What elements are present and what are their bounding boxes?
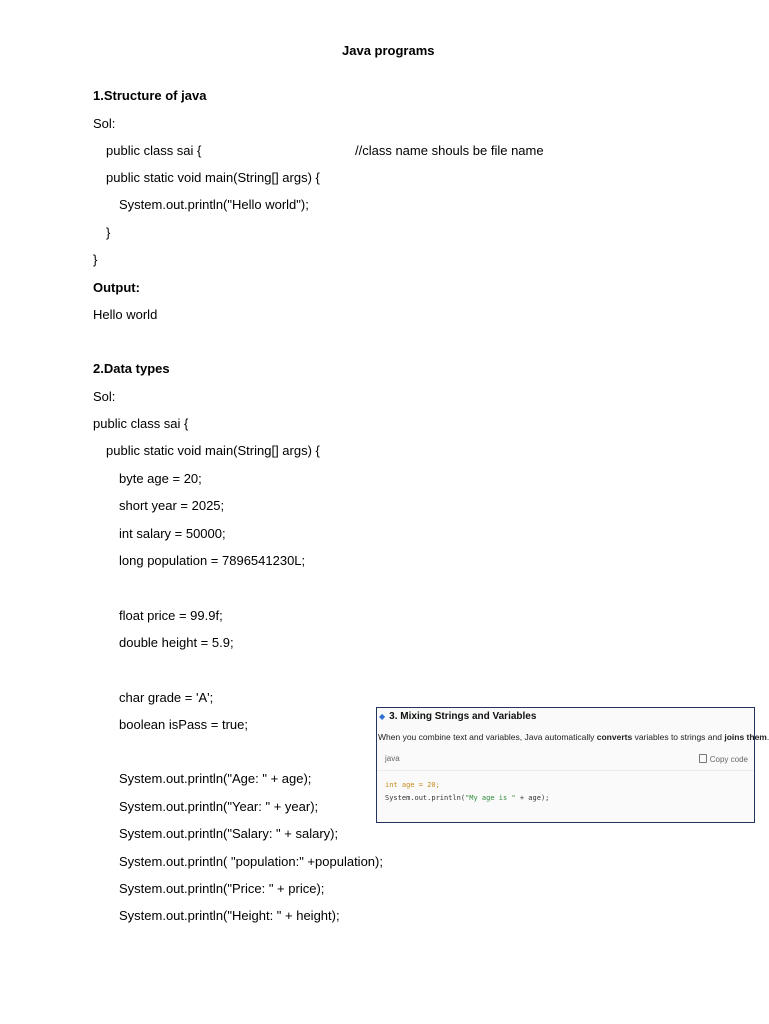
code-line: public static void main(String[] args) { xyxy=(106,443,320,458)
sol-label: Sol: xyxy=(93,389,116,404)
output-label: Output: xyxy=(93,280,140,295)
code-line: short year = 2025; xyxy=(119,498,225,513)
code-line: System.out.println("Price: " + price); xyxy=(119,881,325,896)
code-line: public class sai { xyxy=(106,143,202,158)
code-line: double height = 5.9; xyxy=(119,635,234,650)
diamond-icon: ◆ xyxy=(379,712,386,721)
copy-code-button: Copy code xyxy=(699,754,748,764)
code-line: System.out.println("Hello world"); xyxy=(119,197,309,212)
code-line: char grade = 'A'; xyxy=(119,690,214,705)
screenshot-heading: ◆ 3. Mixing Strings and Variables xyxy=(379,711,537,722)
code-line: long population = 7896541230L; xyxy=(119,553,306,568)
screenshot-description: When you combine text and variables, Java automatically converts variables to strings and joins them. xyxy=(378,732,769,742)
code-line: System.out.println("Salary: " + salary); xyxy=(119,826,339,841)
embedded-screenshot xyxy=(376,707,769,823)
divider xyxy=(377,770,754,771)
code-line: } xyxy=(93,252,98,267)
code-line: boolean isPass = true; xyxy=(119,717,248,732)
code-line: } xyxy=(106,225,111,240)
code-line: public static void main(String[] args) { xyxy=(106,170,320,185)
code-line: System.out.println("Age: " + age); xyxy=(119,771,312,786)
sol-label: Sol: xyxy=(93,116,116,131)
code-line: System.out.println( "population:" +population); xyxy=(119,854,383,869)
section-1-heading: 1.Structure of java xyxy=(93,88,207,103)
code-line: System.out.println("Height: " + height); xyxy=(119,908,340,923)
code-line: int salary = 50000; xyxy=(119,526,226,541)
code-line: public class sai { xyxy=(93,416,189,431)
copy-icon xyxy=(699,754,707,763)
page-title: Java programs xyxy=(342,43,435,58)
code-language-label: java xyxy=(385,754,400,763)
code-line: System.out.println("My age is " + age); xyxy=(385,794,550,802)
section-2-heading: 2.Data types xyxy=(93,361,170,376)
code-comment: //class name shouls be file name xyxy=(355,143,544,158)
code-line: System.out.println("Year: " + year); xyxy=(119,799,319,814)
code-line: int age = 20; xyxy=(385,781,440,789)
code-line: float price = 99.9f; xyxy=(119,608,223,623)
code-line: byte age = 20; xyxy=(119,471,202,486)
output-text: Hello world xyxy=(93,307,158,322)
